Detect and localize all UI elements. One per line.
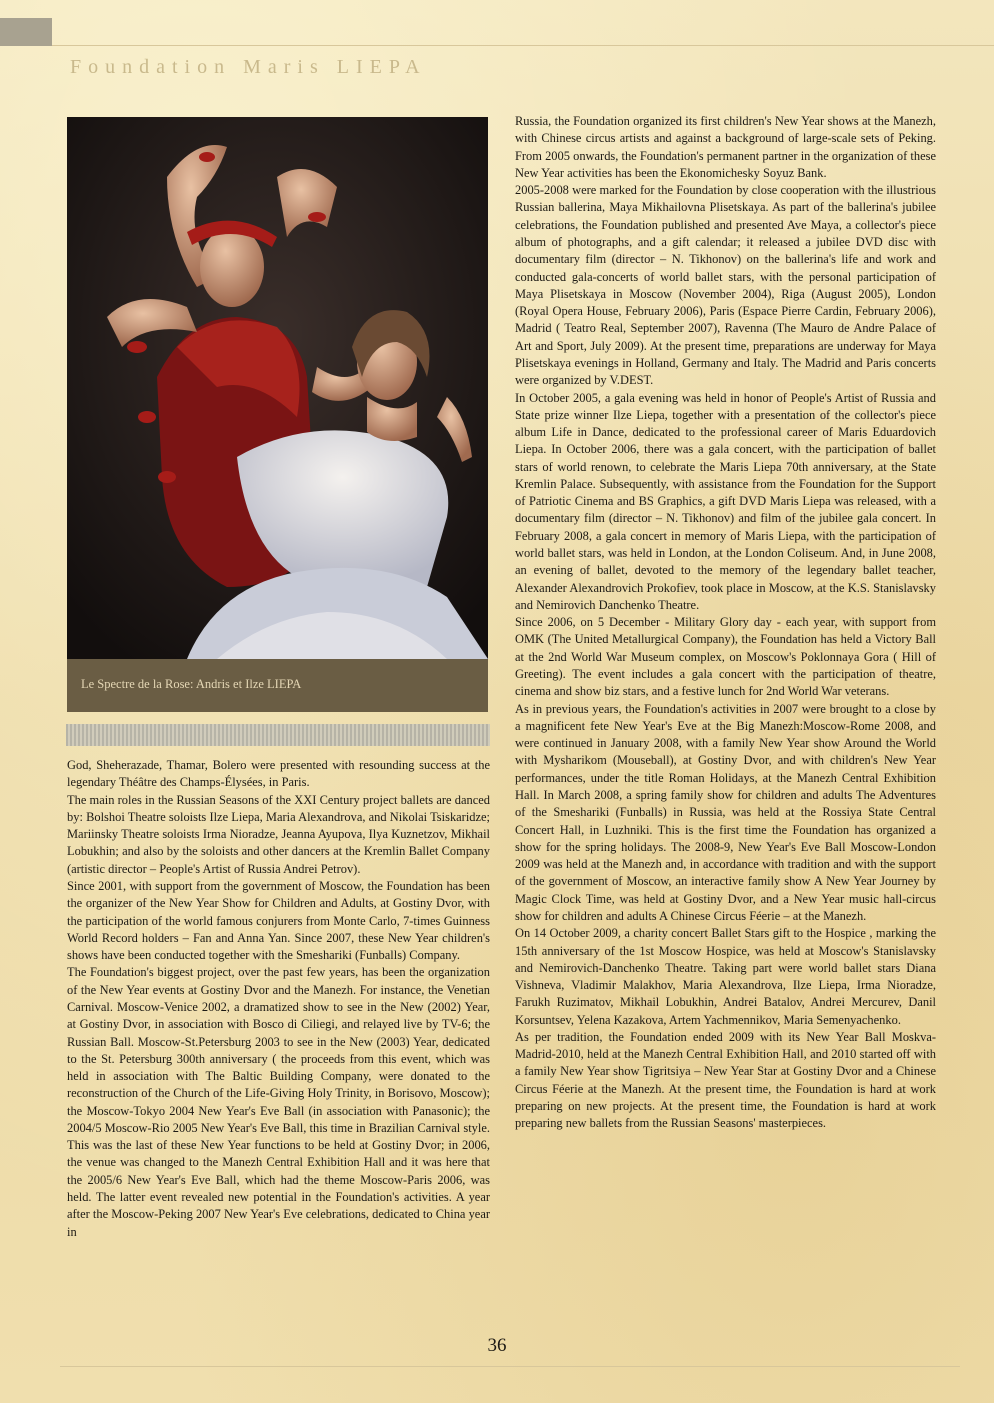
- paragraph: In October 2005, a gala evening was held in honor of People's Artist of Russia and State prize winner Ilze Liepa, together with a presentation of the collector's piece album Life in Dance, dedicated to the professional career of Maris Eduardovich Liepa. In October 2006, there was a gala concert, with the participation of ballet stars of world renown, to celebrate the Maris Liepa 70th anniversary, at the State Kremlin Palace. Subsequently, with assistance from the Foundation for the Support of Patriotic Cinema and BS Graphics, a gift DVD Maris Liepa was released, with a documentary film (director – N. Tikhonov) and film of the jubilee gala concert. In February 2008, a gala concert in memory of Maris Liepa, with the participation of world ballet stars, was held in London, at the London Coliseum. And, in June 2008, an evening of ballet, devoted to the memory of the legendary ballet teacher, Alexander Alexandrovich Prokofiev, took place in Moscow, at the K.S. Stanislavsky and Nemirovich Danchenko Theatre.: [515, 390, 936, 612]
- ballet-photo: [67, 117, 488, 659]
- paragraph: 2005-2008 were marked for the Foundation by close cooperation with the illustrious Russian ballerina, Maya Mikhailovna Plisetskaya. As part of the ballerina's jubilee celebrations, the Foundation published and presented Ave Maya, a collector's piece album of photographs, and a gift calendar; it released a jubilee DVD disc with documentary film (director – N. Tikhonov) on the ballerina's life and work and conducted gala-concerts of world ballet stars, with the personal participation of Maya Plisetskaya in Moscow (November 2004), Riga (August 2005), London (Royal Opera House, February 2006), Paris (Espace Pierre Cardin, February 2006), Madrid ( Teatro Real, September 2007), Ravenna (The Mauro de Andre Palace of Art and Sport, July 2009). At the present time, preparations are underway for Maya Plisetskaya evenings in Holland, Germany and Italy. The Madrid and Paris concerts were organized by V.DEST.: [515, 183, 936, 388]
- bottom-rule: [60, 1366, 960, 1367]
- paragraph: Russia, the Foundation organized its first children's New Year shows at the Manezh, with Chinese circus artists and against a background of large-scale sets of Peking. From 2005 onwards, the Foundation's permanent partner in the organization of these New Year activities has been the Ekonomichesky Soyuz Bank.: [515, 114, 936, 180]
- paragraph: God, Sheherazade, Thamar, Bolero were presented with resounding success at the legendary Théâtre des Champs-Élysées, in Paris.: [67, 758, 490, 790]
- paragraph: As per tradition, the Foundation ended 2009 with its New Year Ball Moskva-Madrid-2010, held at the Manezh Central Exhibition Hall, and 2010 started off with a family New Year show Tigritsiya – New Year Star at Gostiny Dvor and a Chinese Circus Féerie at the Manezh. At the present time, the Foundation is hard at work preparing on new projects. At the present time, the Foundation is hard at work preparing new ballets from the Russian Seasons' masterpieces.: [515, 1029, 936, 1131]
- paragraph: Since 2006, on 5 December - Military Glory day - each year, with support from OMK (The United Metallurgical Company), the Foundation has held a Victory Ball at the 2nd World War Museum complex, on Moscow's Poklonnaya Gora ( Hill of Greeting). The event includes a gala concert with the participation of theatre, cinema and show biz stars, and a festive lunch for 2nd World War veterans.: [515, 615, 936, 699]
- corner-tab: [0, 18, 52, 46]
- paragraph: The Foundation's biggest project, over the past few years, has been the organization of the New Year events at Gostiny Dvor and the Manezh. For instance, the Venetian Carnival. Moscow-Venice 2002, a dramatized show to see in the New (2002) Year, at Gostiny Dvor, in association with Bosco di Ciliegi, and relayed live by TV-6; the Russian Ball. Moscow-St.Petersburg 2003 to see in the New (2003) Year, dedicated to the St. Petersburg 300th anniversary ( the proceeds from this event, which was held in association with The Baltic Building Company, were donated to the reconstruction of the Church of the Life-Giving Holy Trinity, in Borisovo, Moscow); the Moscow-Tokyo 2004 New Year's Eve Ball (in association with Panasonic); the 2004/5 Moscow-Rio 2005 New Year's Eve Ball, this time in Brazilian Carnival style. This was the last of these New Year functions to be held at Gostiny Dvor; in 2006, the venue was changed to the Manezh Central Exhibition Hall and it was here that the 2005/6 New Year's Eve Ball, which had the theme Moscow-Paris 2006, was held. The latter event revealed new potential in the Foundation's activities. A year after the Moscow-Peking 2007 New Year's Eve celebrations, dedicated to China year in: [67, 965, 490, 1239]
- paragraph: Since 2001, with support from the government of Moscow, the Foundation has been the organizer of the New Year Show for Children and Adults, at Gostiny Dvor, with the participation of the world famous conjurers from Monte Carlo, 7-times Guinness World Record holders – Fan and Anna Yan. Since 2007, these New Year children's shows have been conducted together with the Smeshariki (Funballs) Company.: [67, 878, 490, 963]
- page-number: 36: [487, 1335, 507, 1356]
- header-title: Foundation Maris LIEPA: [70, 56, 427, 78]
- photo-caption: Le Spectre de la Rose: Andris et Ilze LIEPA: [81, 677, 302, 691]
- right-column: [515, 113, 936, 1133]
- paragraph: The main roles in the Russian Seasons of the XXI Century project ballets are danced by: Bolshoi Theatre soloists Ilze Liepa, Maria Alexandrova, and Nikolai Tsiskaridze; Mariinsky Theatre soloists Irma Nioradze, Jeanna Ayupova, Ilya Kuznetzov, Mikhail Lobukhin; and also by the soloists and other dancers at the Kremlin Ballet Company (artistic director – People's Artist of Russia Andrei Petrov).: [67, 792, 490, 876]
- paragraph: As in previous years, the Foundation's activities in 2007 were brought to a close by a magnificent fete New Year's Eve at the Big Manezh:Moscow-Rome 2008, and were continued in January 2008, with a family New Year show Around the World with Mysharikom (Mouseball), at Gostiny Dvor, and with children's New Year performances, under the title Roman Holidays, at the Manezh Central Exhibition Hall. In March 2008, a spring family show for children and adults The Adventures of the Smeshariki (Funballs) in Russia, was held at the Rossiya State Central Concert Hall, in Luzhniki. This is the first time the Foundation has organized a show for the spring holidays. The 2008-9, New Year's Eve Ball Moscow-London 2009 was held at the Manezh and, in accordance with tradition and with the support of the government of Moscow, an interactive family show A New Year Journey by Magic Clock Time, was held at Gostiny Dvor, and a New Year music hall-circus show for children and adults A Chinese Circus Féerie – at the Manezh.: [515, 701, 936, 923]
- caption-bar: [67, 659, 488, 712]
- left-column: [67, 757, 490, 1241]
- paragraph: On 14 October 2009, a charity concert Ballet Stars gift to the Hospice , marking the 15th anniversary of the 1st Moscow Hospice, was held at Moscow's Stanislavsky and Nemirovich-Danchenko Theatre. Taking part were world ballet stars Diana Vishneva, Vladimir Malakhov, Maria Alexandrova, Ilze Liepa, Irma Nioradze, Farukh Ruzimatov, Mikhail Lobukhin, Andrei Batalov, Andrei Mercurev, Danil Korsuntsev, Yelena Kazakova, Artem Yachmennikov, Maria Semenyachenko.: [515, 926, 936, 1027]
- photo-frame: [67, 117, 488, 712]
- top-rule: [52, 45, 994, 46]
- decorative-stripe: [66, 724, 490, 746]
